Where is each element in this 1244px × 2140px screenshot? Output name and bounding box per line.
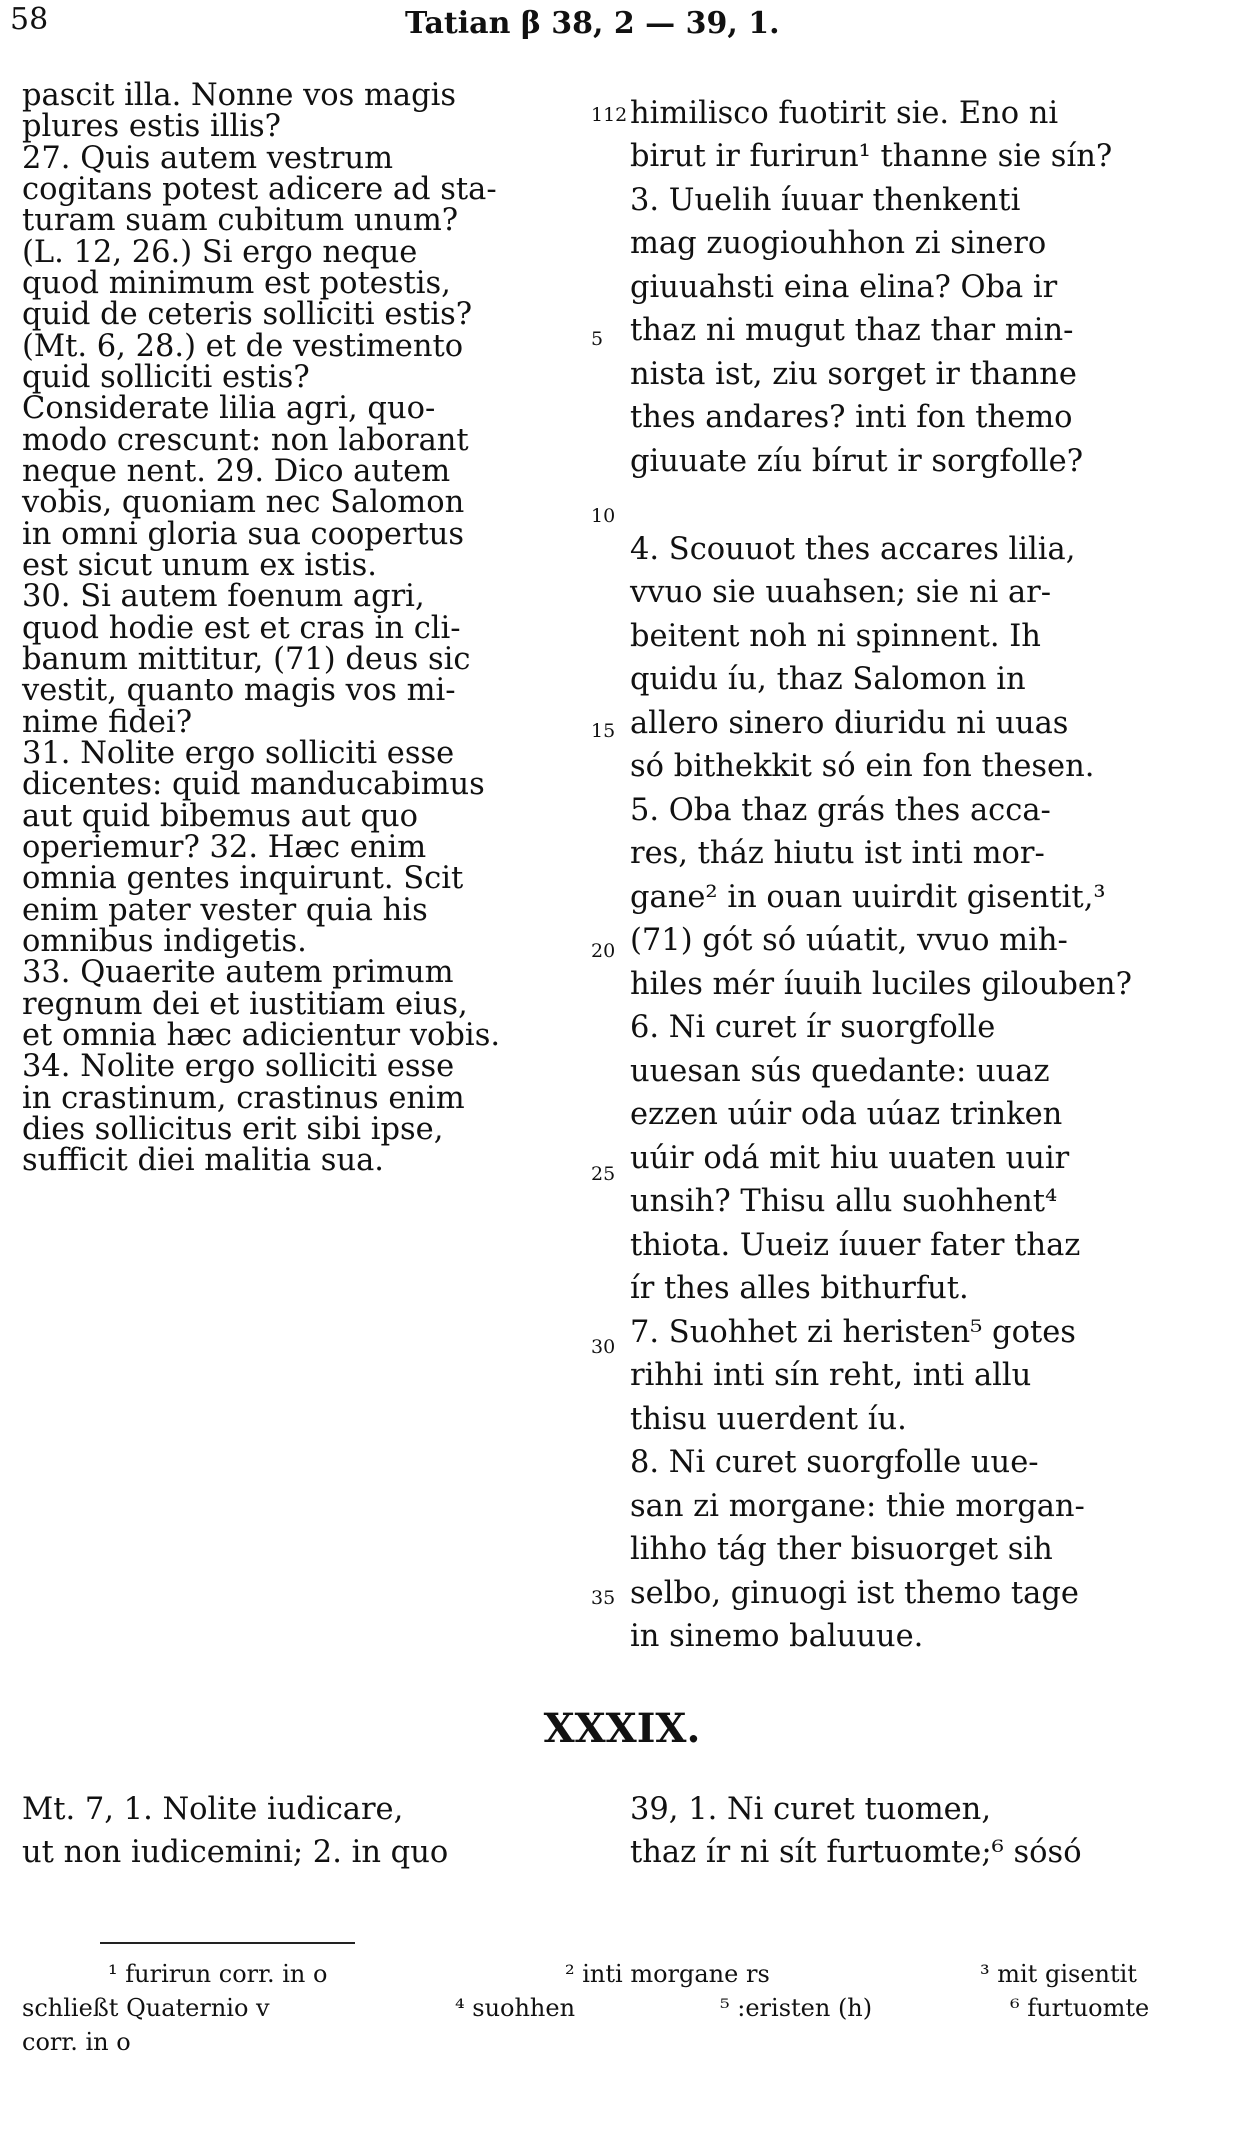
latin-line: dicentes: quid manducabimus (22, 767, 485, 802)
ohg-line: uuesan sús quedante: uuaz (630, 1054, 1050, 1089)
latin-line: est sicut unum ex istis. (22, 548, 377, 583)
ohg-line: in sinemo baluuue. (630, 1619, 924, 1654)
latin-line: operiemur? 32. Hæc enim (22, 830, 427, 865)
latin-line: neque nent. 29. Dico autem (22, 454, 451, 489)
latin-line: in crastinum, crastinus enim (22, 1081, 465, 1116)
ohg-line: gane² in ouan uuirdit gisentit,³ (630, 880, 1106, 915)
latin-line: regnum dei et iustitiam eius, (22, 987, 468, 1022)
ohg-line: thisu uuerdent íu. (630, 1402, 907, 1437)
margin-marker: 112 (591, 104, 628, 126)
section-heading: XXXIX. (543, 1705, 701, 1752)
line-number: 15 (591, 720, 616, 742)
footnote: ¹ furirun corr. in o (108, 1960, 328, 1988)
ohg-line: allero sinero diuridu ni uuas (630, 706, 1069, 741)
ohg-line: birut ir furirun¹ thanne sie sín? (630, 139, 1113, 174)
running-head: Tatian β 38, 2 — 39, 1. (405, 6, 780, 41)
latin-line: Considerate lilia agri, quo- (22, 391, 436, 426)
latin-line: vestit, quanto magis vos mi- (22, 673, 456, 708)
ohg-line: lihho tág ther bisuorget sih (630, 1532, 1053, 1567)
line-number: 35 (591, 1587, 616, 1609)
ohg-line: hiles mér íuuih luciles gilouben? (630, 967, 1132, 1002)
latin-line: 34. Nolite ergo solliciti esse (22, 1049, 455, 1084)
ohg-line: 7. Suohhet zi heristen⁵ gotes (630, 1315, 1076, 1350)
latin-line: 31. Nolite ergo solliciti esse (22, 736, 455, 771)
latin-line: nime fidei? (22, 705, 193, 740)
footnote-rule (100, 1942, 355, 1944)
ohg-line: thiota. Uueiz íuuer fater thaz (630, 1228, 1081, 1263)
footnote: ³ mit gisentit (980, 1960, 1137, 1988)
ohg-line: res, tház hiutu ist inti mor- (630, 836, 1045, 871)
footnote: ² inti morgane rs (565, 1960, 770, 1988)
ohg-line: quidu íu, thaz Salomon in (630, 662, 1026, 697)
ohg-line: beitent noh ni spinnent. Ih (630, 619, 1041, 654)
ohg-line: thaz ni mugut thaz thar min- (630, 313, 1074, 348)
ohg-line: vvuo sie uuahsen; sie ni ar- (630, 575, 1052, 610)
latin-line: dies sollicitus erit sibi ipse, (22, 1112, 444, 1147)
latin-line: 30. Si autem foenum agri, (22, 579, 425, 614)
latin-line: et omnia hæc adicientur vobis. (22, 1018, 501, 1053)
ohg-line: nista ist, ziu sorget ir thanne (630, 357, 1077, 392)
ohg-line: (71) gót só uúatit, vvuo mih- (630, 923, 1068, 958)
footnote: corr. in o (22, 2028, 131, 2056)
ohg-line: ír thes alles bithurfut. (630, 1271, 969, 1306)
ohg-line: 5. Oba thaz grás thes acca- (630, 793, 1051, 828)
latin-line: omnia gentes inquirunt. Scit (22, 861, 464, 896)
latin-line: 33. Quaerite autem primum (22, 955, 454, 990)
ohg-line: giuuate zíu bírut ir sorgfolle? (630, 444, 1084, 479)
latin-line: quod minimum est potestis, (22, 266, 451, 301)
latin-line: quid de ceteris solliciti estis? (22, 297, 473, 332)
footnote: schließt Quaternio v (22, 1994, 270, 2022)
ohg-line: 4. Scouuot thes accares lilia, (630, 532, 1076, 567)
latin-line: vobis, quoniam nec Salomon (22, 485, 465, 520)
ohg-line: 6. Ni curet ír suorgfolle (630, 1010, 996, 1045)
footnote: ⁶ furtuomte (1010, 1994, 1150, 2022)
line-number: 5 (591, 328, 604, 350)
latin-line: (L. 12, 26.) Si ergo neque (22, 235, 418, 270)
ohg-line: himilisco fuotirit sie. Eno ni (630, 96, 1059, 131)
latin-line: sufficit diei malitia sua. (22, 1143, 384, 1178)
latin-line: in omni gloria sua coopertus (22, 517, 465, 552)
latin-line: turam suam cubitum unum? (22, 203, 459, 238)
latin-line: cogitans potest adicere ad sta- (22, 172, 497, 207)
ohg-line: rihhi inti sín reht, inti allu (630, 1358, 1032, 1393)
ohg-line: 3. Uuelih íuuar thenkenti (630, 183, 1021, 218)
footnote: ⁵ :eristen (h) (720, 1994, 873, 2022)
latin-line: modo crescunt: non laborant (22, 423, 469, 458)
latin-line: pascit illa. Nonne vos magis (22, 78, 457, 113)
latin-line: (Mt. 6, 28.) et de vestimento (22, 329, 464, 364)
latin-line: omnibus indigetis. (22, 924, 307, 959)
footnote: ⁴ suohhen (455, 1994, 576, 2022)
latin-line: ut non iudicemini; 2. in quo (22, 1835, 449, 1870)
ohg-line: uúir odá mit hiu uuaten uuir (630, 1141, 1070, 1176)
page-number: 58 (10, 2, 49, 37)
ohg-line: mag zuogiouhhon zi sinero (630, 226, 1047, 261)
latin-line: enim pater vester quia his (22, 893, 428, 928)
latin-line: aut quid bibemus aut quo (22, 799, 418, 834)
ohg-line: selbo, ginuogi ist themo tage (630, 1576, 1079, 1611)
line-number: 25 (591, 1163, 616, 1185)
ohg-line: só bithekkit só ein fon thesen. (630, 749, 1095, 784)
latin-line: quid solliciti estis? (22, 360, 310, 395)
ohg-line: 8. Ni curet suorgfolle uue- (630, 1445, 1039, 1480)
latin-line: 27. Quis autem vestrum (22, 141, 394, 176)
latin-line: Mt. 7, 1. Nolite iudicare, (22, 1792, 404, 1827)
line-number: 10 (591, 505, 616, 527)
ohg-line: 39, 1. Ni curet tuomen, (630, 1792, 992, 1827)
latin-line: quod hodie est et cras in cli- (22, 611, 461, 646)
ohg-line: giuuahsti eina elina? Oba ir (630, 270, 1058, 305)
ohg-line: san zi morgane: thie morgan- (630, 1489, 1085, 1524)
latin-line: plures estis illis? (22, 109, 281, 144)
ohg-line: thes andares? inti fon themo (630, 400, 1073, 435)
ohg-line: unsih? Thisu allu suohhent⁴ (630, 1184, 1058, 1219)
ohg-line: thaz ír ni sít furtuomte;⁶ sósó (630, 1835, 1082, 1870)
latin-line: banum mittitur, (71) deus sic (22, 642, 471, 677)
line-number: 20 (591, 940, 616, 962)
ohg-line: ezzen uúir oda uúaz trinken (630, 1097, 1063, 1132)
line-number: 30 (591, 1336, 616, 1358)
